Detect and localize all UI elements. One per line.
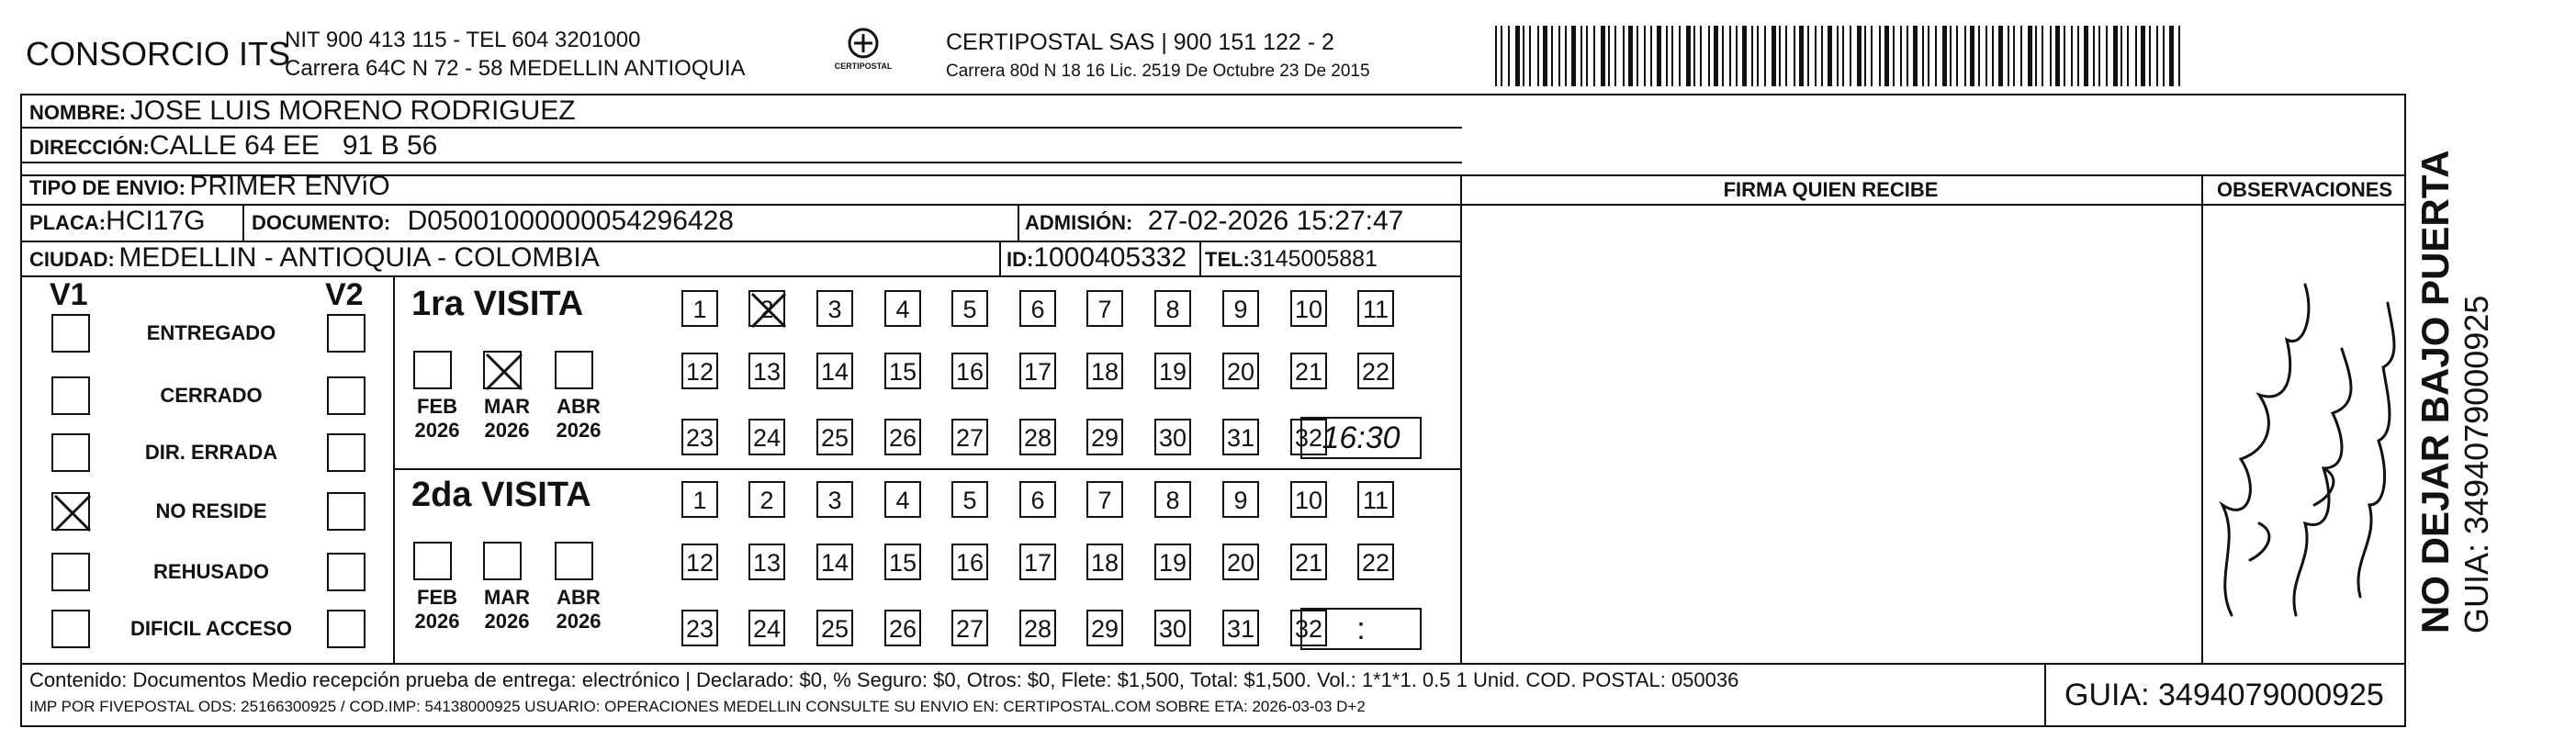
license-line: Carrera 80d N 18 16 Lic. 2519 De Octubre 23 De 2015 bbox=[946, 62, 1370, 81]
visit2-day-box[interactable]: 2 bbox=[748, 481, 785, 518]
visit2-day-box[interactable]: 16 bbox=[951, 544, 988, 580]
visit1-day-box[interactable]: 10 bbox=[1290, 290, 1327, 327]
documento-value: D05001000000054296428 bbox=[407, 206, 734, 236]
visit1-day-box[interactable]: 8 bbox=[1154, 290, 1191, 327]
visit2-day-box[interactable]: 25 bbox=[816, 610, 853, 646]
x-mark-icon bbox=[483, 351, 525, 393]
visit2-day-box[interactable]: 28 bbox=[1019, 610, 1056, 646]
id-label: ID: bbox=[1007, 248, 1034, 271]
barcode bbox=[1495, 26, 2182, 86]
visit2-day-box[interactable]: 22 bbox=[1357, 544, 1394, 580]
id-value: 1000405332 bbox=[1033, 242, 1187, 273]
visit1-day-box[interactable]: 17 bbox=[1019, 353, 1056, 389]
visit2-day-box[interactable]: 14 bbox=[816, 544, 853, 580]
x-mark-icon bbox=[51, 492, 94, 534]
status-reason-label: DIFICIL ACCESO bbox=[129, 617, 292, 640]
side-no-dejar: NO DEJAR BAJO PUERTA bbox=[2413, 150, 2457, 633]
visit2-day-box[interactable]: 3 bbox=[816, 481, 853, 518]
visit2-day-box[interactable]: 30 bbox=[1154, 610, 1191, 646]
v2-checkbox-3[interactable] bbox=[327, 433, 366, 472]
visit1-day-box[interactable]: 9 bbox=[1222, 290, 1259, 327]
status-reason-label: ENTREGADO bbox=[146, 321, 276, 344]
tel-label: TEL: bbox=[1205, 248, 1250, 271]
visit1-month-label: FEB 2026 bbox=[414, 395, 460, 442]
placa-label: PLACA: bbox=[29, 211, 107, 234]
visit1-day-box[interactable]: 26 bbox=[884, 419, 921, 455]
visit1-day-box[interactable]: 15 bbox=[884, 353, 921, 389]
nombre-value: JOSE LUIS MORENO RODRIGUEZ bbox=[129, 95, 576, 126]
nombre-label: NOMBRE: bbox=[29, 101, 127, 124]
v1-checkbox-4[interactable] bbox=[51, 492, 90, 531]
visit2-day-box[interactable]: 29 bbox=[1086, 610, 1123, 646]
visit2-day-box[interactable]: 20 bbox=[1222, 544, 1259, 580]
visit2-month-checkbox-feb[interactable] bbox=[413, 542, 452, 580]
visit2-day-box[interactable]: 6 bbox=[1019, 481, 1056, 518]
tel-value: 3145005881 bbox=[1249, 246, 1378, 272]
visit2-day-box[interactable]: 7 bbox=[1086, 481, 1123, 518]
v2-checkbox-4[interactable] bbox=[327, 492, 366, 531]
visit2-day-box[interactable]: 18 bbox=[1086, 544, 1123, 580]
visit2-day-box[interactable]: 15 bbox=[884, 544, 921, 580]
v2-checkbox-5[interactable] bbox=[327, 553, 366, 591]
visit1-title: 1ra VISITA bbox=[411, 285, 584, 323]
visit2-day-box[interactable]: 12 bbox=[681, 544, 718, 580]
visit2-day-box[interactable]: 19 bbox=[1154, 544, 1191, 580]
visit2-day-box[interactable]: 26 bbox=[884, 610, 921, 646]
visit1-day-box[interactable]: 21 bbox=[1290, 353, 1327, 389]
visit1-day-box[interactable]: 3 bbox=[816, 290, 853, 327]
visit1-day-box[interactable]: 5 bbox=[951, 290, 988, 327]
v1-checkbox-5[interactable] bbox=[51, 553, 90, 591]
visit2-day-box[interactable]: 4 bbox=[884, 481, 921, 518]
visit2-day-box[interactable]: 31 bbox=[1222, 610, 1259, 646]
visit1-day-box[interactable]: 14 bbox=[816, 353, 853, 389]
visit1-day-box[interactable]: 29 bbox=[1086, 419, 1123, 455]
visit1-day-box[interactable]: 7 bbox=[1086, 290, 1123, 327]
v1-checkbox-6[interactable] bbox=[51, 610, 90, 648]
side-guia: GUIA: 3494079000925 bbox=[2458, 295, 2495, 633]
v1-checkbox-3[interactable] bbox=[51, 433, 90, 472]
logo-text: CERTIPOSTAL bbox=[834, 62, 893, 71]
visit1-day-box[interactable]: 2 bbox=[748, 290, 785, 327]
documento-label: DOCUMENTO: bbox=[252, 211, 391, 234]
footer-guia: GUIA: 3494079000925 bbox=[2064, 678, 2384, 712]
v1-label: V1 bbox=[50, 277, 88, 312]
observation-handwriting bbox=[2204, 230, 2406, 661]
visit1-day-box[interactable]: 12 bbox=[681, 353, 718, 389]
visit2-day-box[interactable]: 21 bbox=[1290, 544, 1327, 580]
visit2-day-box[interactable]: 13 bbox=[748, 544, 785, 580]
visit2-day-box[interactable]: 5 bbox=[951, 481, 988, 518]
visit1-day-box[interactable]: 11 bbox=[1357, 290, 1394, 327]
footer-imp: IMP POR FIVEPOSTAL ODS: 25166300925 / COD.IMP: 54138000925 USUARIO: OPERACIONES MEDELLIN CONSULTE SU ENVIO EN: CERTIPOSTAL.COM SOBRE ETA: 2026-03-03 D+2 bbox=[29, 698, 1366, 715]
company-name: CONSORCIO ITS bbox=[26, 35, 291, 73]
tipo-envio-value: PRIMER ENVíO bbox=[189, 171, 390, 201]
visit1-day-box[interactable]: 22 bbox=[1357, 353, 1394, 389]
visit2-day-box[interactable]: 10 bbox=[1290, 481, 1327, 518]
visit1-day-box[interactable]: 31 bbox=[1222, 419, 1259, 455]
visit1-month-label: ABR 2026 bbox=[556, 395, 602, 442]
ciudad-value: MEDELLIN - ANTIOQUIA - COLOMBIA bbox=[118, 242, 600, 273]
visit1-day-box[interactable]: 20 bbox=[1222, 353, 1259, 389]
v2-label: V2 bbox=[325, 277, 364, 312]
visit1-day-box[interactable]: 4 bbox=[884, 290, 921, 327]
direccion-value: CALLE 64 EE 91 B 56 bbox=[149, 130, 438, 161]
status-reason-label: REHUSADO bbox=[153, 560, 269, 583]
v2-checkbox-1[interactable] bbox=[327, 314, 366, 353]
visit1-day-box[interactable]: 6 bbox=[1019, 290, 1056, 327]
status-reason-label: NO RESIDE bbox=[155, 499, 267, 522]
visit2-day-box[interactable]: 32 bbox=[1290, 610, 1327, 646]
visit1-day-box[interactable]: 27 bbox=[951, 419, 988, 455]
visit2-day-box[interactable]: 27 bbox=[951, 610, 988, 646]
visit1-day-box[interactable]: 16 bbox=[951, 353, 988, 389]
visit1-month-label: MAR 2026 bbox=[483, 395, 531, 442]
visit1-day-box[interactable]: 1 bbox=[681, 290, 718, 327]
visit2-month-label: ABR 2026 bbox=[556, 586, 602, 633]
visit1-day-box[interactable]: 28 bbox=[1019, 419, 1056, 455]
visit1-month-checkbox-abr[interactable] bbox=[555, 351, 593, 389]
firma-header: FIRMA QUIEN RECIBE bbox=[1723, 178, 1939, 201]
visit1-day-box[interactable]: 32 bbox=[1290, 419, 1327, 455]
v1-checkbox-1[interactable] bbox=[51, 314, 90, 353]
status-reason-label: CERRADO bbox=[160, 384, 263, 407]
tipo-envio-label: TIPO DE ENVIO: bbox=[29, 176, 186, 199]
visit2-day-box[interactable]: 9 bbox=[1222, 481, 1259, 518]
admision-label: ADMISIÓN: bbox=[1025, 211, 1133, 234]
visit1-day-box[interactable]: 19 bbox=[1154, 353, 1191, 389]
visit1-month-checkbox-feb[interactable] bbox=[413, 351, 452, 389]
visit2-time-box[interactable]: : bbox=[1300, 608, 1422, 650]
status-reason-label: DIR. ERRADA bbox=[144, 441, 278, 464]
direccion-label: DIRECCIÓN: bbox=[29, 136, 150, 159]
placa-value: HCI17G bbox=[106, 206, 206, 236]
visit2-day-box[interactable]: 11 bbox=[1357, 481, 1394, 518]
nit-line: NIT 900 413 115 - TEL 604 3201000 bbox=[285, 28, 641, 52]
admision-value: 27-02-2026 15:27:47 bbox=[1147, 206, 1404, 236]
visit2-title: 2da VISITA bbox=[411, 476, 591, 514]
v1-checkbox-2[interactable] bbox=[51, 376, 90, 415]
certipostal-logo bbox=[827, 26, 900, 81]
footer-contenido: Contenido: Documentos Medio recepción prueba de entrega: electrónico | Declarado: $0, % Seguro: $0, Otros: $0, Flete: $1,500, Total: $1,500. Vol.: 1*1*1. 0.5 1 Unid. COD. POSTAL: 050036 bbox=[29, 668, 1739, 691]
visit1-day-box[interactable]: 23 bbox=[681, 419, 718, 455]
certipostal-line: CERTIPOSTAL SAS | 900 151 122 - 2 bbox=[946, 29, 1334, 55]
visit2-month-checkbox-mar[interactable] bbox=[483, 542, 522, 580]
address-line: Carrera 64C N 72 - 58 MEDELLIN ANTIOQUIA bbox=[285, 56, 746, 81]
visit2-month-label: MAR 2026 bbox=[483, 586, 531, 633]
visit2-month-checkbox-abr[interactable] bbox=[555, 542, 593, 580]
v2-checkbox-2[interactable] bbox=[327, 376, 366, 415]
v2-checkbox-6[interactable] bbox=[327, 610, 366, 648]
visit1-day-box[interactable]: 24 bbox=[748, 419, 785, 455]
observaciones-header: OBSERVACIONES bbox=[2216, 178, 2393, 201]
visit1-day-box[interactable]: 30 bbox=[1154, 419, 1191, 455]
visit1-day-box[interactable]: 25 bbox=[816, 419, 853, 455]
visit2-day-box[interactable]: 23 bbox=[681, 610, 718, 646]
visit1-month-checkbox-mar[interactable] bbox=[483, 351, 522, 389]
visit2-day-box[interactable]: 1 bbox=[681, 481, 718, 518]
visit2-day-box[interactable]: 8 bbox=[1154, 481, 1191, 518]
visit1-time-box[interactable]: 16:30 bbox=[1300, 417, 1422, 459]
visit2-day-box[interactable]: 17 bbox=[1019, 544, 1056, 580]
ciudad-label: CIUDAD: bbox=[29, 248, 115, 271]
visit2-month-label: FEB 2026 bbox=[414, 586, 460, 633]
visit2-day-box[interactable]: 24 bbox=[748, 610, 785, 646]
visit1-day-box[interactable]: 18 bbox=[1086, 353, 1123, 389]
visit1-day-box[interactable]: 13 bbox=[748, 353, 785, 389]
